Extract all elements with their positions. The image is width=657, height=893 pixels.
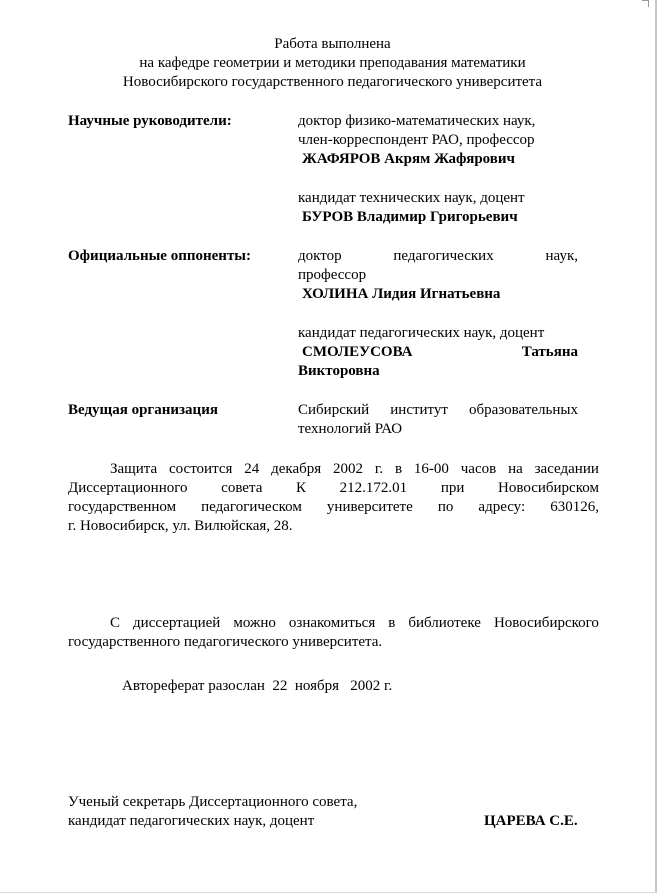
defense-line-1 — [68, 460, 599, 479]
supervisor-2-name: БУРОВ Владимир Григорьевич — [302, 209, 518, 225]
supervisor-1-name: ЖАФЯРОВ Акрям Жафярович — [302, 151, 516, 167]
leading-org-line-2: технологий РАО — [298, 421, 403, 437]
defense-word: декабря — [271, 461, 322, 477]
opponent-2-surname: СМОЛЕУСОВА — [302, 344, 413, 360]
defense-word: адресу: — [478, 499, 526, 515]
leading-org-word: Сибирский — [298, 402, 370, 418]
opponent-1-degree-word: педагогических — [393, 248, 494, 264]
library-word: Новосибирского — [493, 615, 599, 631]
opponents-label: Официальные оппоненты: — [68, 248, 252, 264]
defense-word: 2002 — [333, 461, 364, 477]
defense-paragraph — [68, 460, 599, 536]
opponent-1-degree-word: наук, — [545, 248, 578, 264]
defense-word: 212.172.01 — [339, 480, 408, 496]
defense-word: 16-00 — [413, 461, 449, 477]
leading-org-word: институт — [390, 402, 448, 418]
secretary-degree: кандидат педагогических наук, доцент — [68, 813, 315, 829]
defense-word: в — [394, 461, 403, 477]
leading-org-word: образовательных — [469, 402, 578, 418]
leading-org-line-1 — [298, 401, 578, 420]
opponent-1-degree — [298, 247, 578, 266]
secretary-name: ЦАРЕВА С.Е. — [484, 813, 578, 829]
defense-word: состоится — [169, 461, 233, 477]
defense-word: К — [296, 480, 307, 496]
defense-word: 630126, — [550, 499, 599, 515]
supervisor-1 — [298, 112, 578, 169]
abstract-sent-date: Автореферат разослан 22 ноября 2002 г. — [122, 678, 393, 694]
defense-word: по — [437, 499, 454, 515]
defense-word: часов — [460, 461, 497, 477]
library-word: ознакомиться — [288, 615, 376, 631]
library-line-1 — [68, 614, 599, 633]
header-line-2: на кафедре геометрии и методики преподавания математики — [139, 55, 526, 71]
defense-word: г. — [374, 461, 384, 477]
supervisor-1-degree: доктор физико-математических наук, — [298, 113, 536, 129]
header-line-1: Работа выполнена — [274, 36, 391, 52]
defense-word: университете — [326, 499, 413, 515]
leading-org — [298, 401, 578, 439]
defense-word: на — [508, 461, 523, 477]
defense-line-2 — [68, 479, 599, 498]
defense-line-3 — [68, 498, 599, 517]
opponent-2 — [298, 324, 578, 381]
library-word: библиотеке — [408, 615, 481, 631]
secretary-title: Ученый секретарь Диссертационного совета, — [68, 794, 358, 810]
supervisor-2-degree: кандидат технических наук, доцент — [298, 190, 525, 206]
defense-word: педагогическом — [201, 499, 302, 515]
library-word: С — [110, 615, 121, 631]
defense-word: государственном — [68, 499, 177, 515]
supervisor-2 — [298, 189, 578, 227]
page-corner-mark — [642, 0, 649, 7]
defense-word: Защита — [110, 461, 158, 477]
opponent-1-name: ХОЛИНА Лидия Игнатьевна — [302, 286, 501, 302]
defense-word: 24 — [244, 461, 260, 477]
defense-word: Новосибирском — [498, 480, 599, 496]
opponent-2-name — [298, 343, 578, 362]
supervisors-label: Научные руководители: — [68, 113, 232, 129]
opponent-1-title: профессор — [298, 267, 367, 283]
library-word: диссертацией — [133, 615, 221, 631]
leading-org-label: Ведущая организация — [68, 402, 218, 418]
defense-word: совета — [221, 480, 263, 496]
library-word: в — [388, 615, 396, 631]
defense-line-4: г. Новосибирск, ул. Вилюйская, 28. — [68, 518, 293, 534]
defense-word: заседании — [534, 461, 599, 477]
library-line-2: государственного педагогического университета. — [68, 634, 383, 650]
opponent-1 — [298, 247, 578, 304]
library-paragraph — [68, 614, 599, 652]
header-line-3: Новосибирского государственного педагогического университета — [122, 74, 543, 90]
opponent-2-firstname: Татьяна — [521, 344, 578, 360]
opponent-2-patronymic: Викторовна — [298, 363, 380, 379]
defense-word: при — [440, 480, 465, 496]
defense-word: Диссертационного — [68, 480, 188, 496]
opponent-1-degree-word: доктор — [298, 248, 342, 264]
opponent-2-degree: кандидат педагогических наук, доцент — [298, 325, 545, 341]
header-block — [60, 35, 605, 92]
library-word: можно — [233, 615, 276, 631]
supervisor-1-title: член-корреспондент РАО, профессор — [298, 132, 535, 148]
secretary-block — [68, 793, 357, 831]
